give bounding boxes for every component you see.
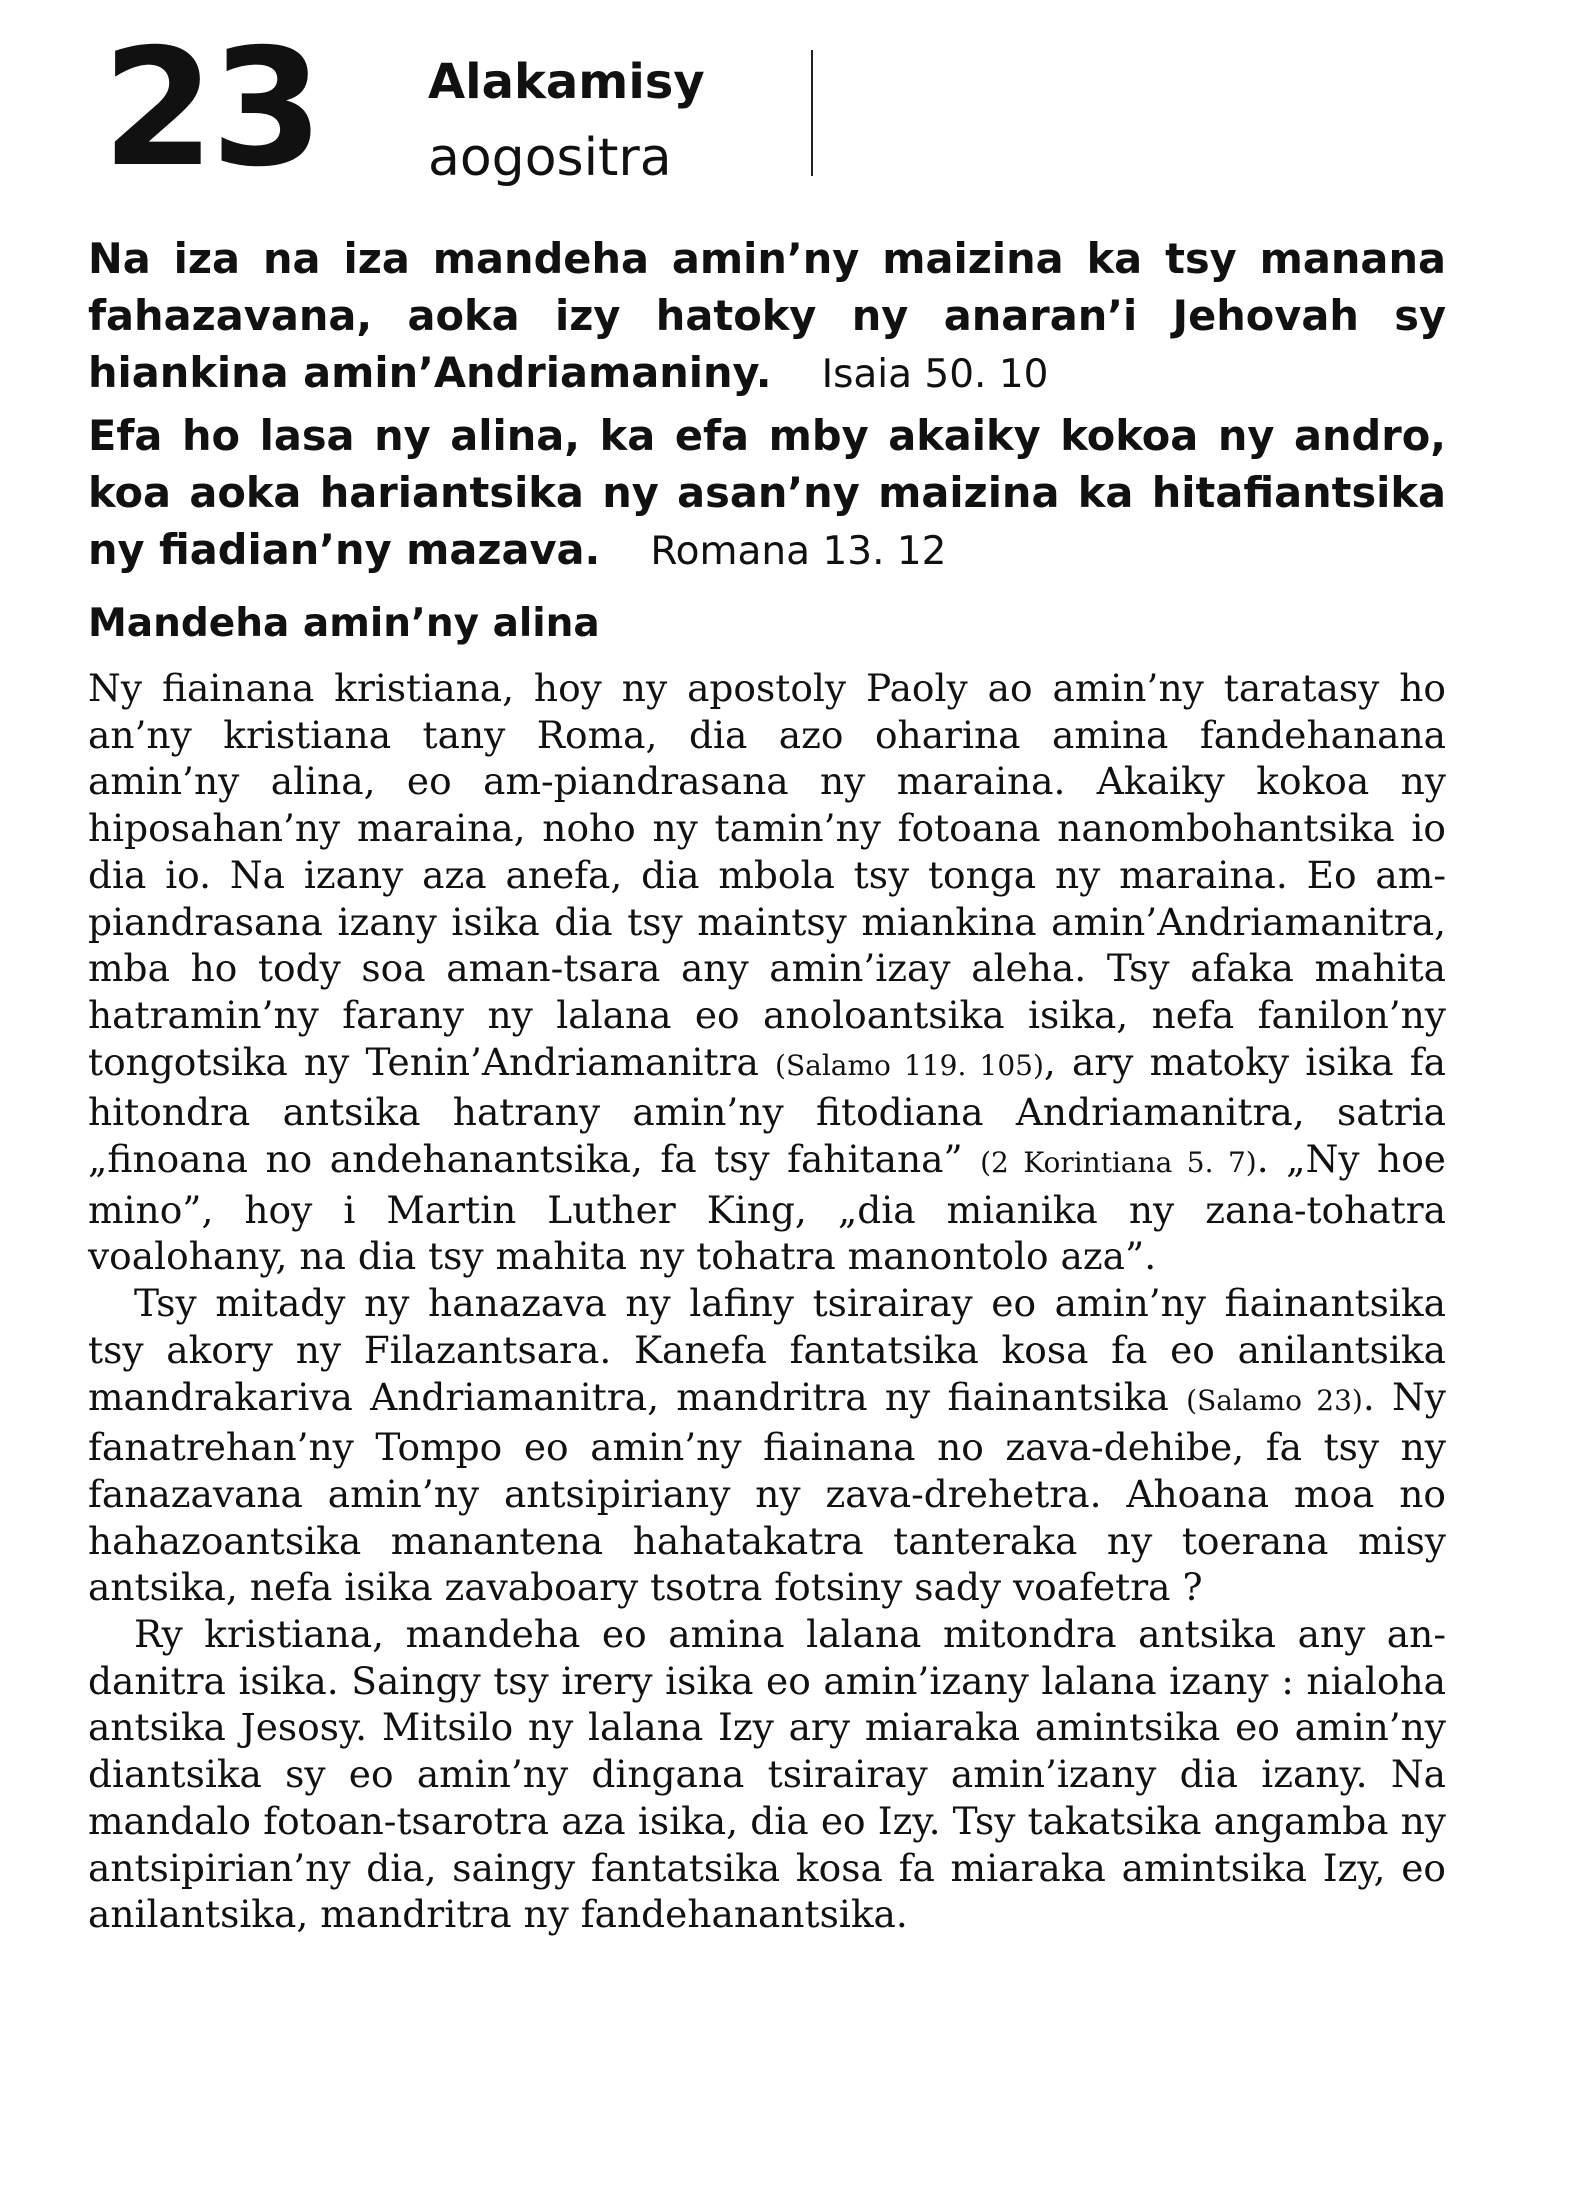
month: aogositra <box>428 128 672 188</box>
devotion-body <box>88 665 1446 1938</box>
weekday: Alakamisy <box>428 54 705 110</box>
verse-reference: Isaia 50. 10 <box>821 352 1049 397</box>
paragraph-text: . „Ny hoe mino”, hoy i Martin Luther King, „dia mianika ny zana-tohatra voalohany, na dia tsy mahita ny tohatra manontolo aza”. <box>88 1137 1446 1279</box>
paragraph-text: , ary matoky isika fa hitondra antsika hatrany amin’ny fitodiana Andriamanitra, satria „finoana no andehanantsika, fa tsy fahitana” <box>88 1039 1446 1182</box>
devotion-paragraph <box>88 665 1446 1280</box>
verse-text: Efa ho lasa ny alina, ka efa mby akaiky kokoa ny andro, koa aoka hariantsika ny asan’ny maizina ka hitafiantsika ny fiadian’ny mazava. <box>88 411 1446 574</box>
verse-reference: Romana 13. 12 <box>650 529 947 574</box>
scripture-citation: (Salamo 23) <box>1186 1383 1363 1417</box>
verse-text: Na iza na iza mandeha amin’ny maizina ka tsy manana fahazavana, aoka izy hatoky ny anaran’i Jehovah sy hiankina amin’Andriamaniny. <box>88 234 1446 397</box>
paragraph-text: Tsy mitady ny hanazava ny lafiny tsirairay eo amin’ny fiainantsika tsy akory ny Filazantsara. Kanefa fantatsika kosa fa eo anilantsika mandrakariva Andriamanitra, mandritra ny fiainantsika <box>88 1281 1446 1419</box>
devotion-paragraph <box>88 1280 1446 1611</box>
devotion-paragraph <box>88 1611 1446 1938</box>
verse-old-testament <box>88 230 1446 403</box>
verse-new-testament <box>88 407 1446 580</box>
devotion-title: Mandeha amin’ny alina <box>88 601 600 646</box>
scripture-citation: (2 Korintiana 5. 7) <box>980 1146 1257 1180</box>
header-divider <box>811 50 813 176</box>
paragraph-text: Ry kristiana, mandeha eo amina lalana mitondra antsika any an-danitra isika. Saingy tsy irery isika eo amin’izany lalana izany : nialoha antsika Jesosy. Mitsilo ny lalana Izy ary miaraka amintsika eo amin’ny diantsika sy eo amin’ny dingana tsirairay amin’izany dia izany. Na mandalo fotoan-tsarotra aza isika, dia eo Izy. Tsy takatsika angamba ny antsipirian’ny dia, saingy fantatsika kosa fa miaraka amintsika Izy, eo anilantsika, mandritra ny fandehanantsika. <box>88 1612 1446 1937</box>
paragraph-text: . Ny fanatrehan’ny Tompo eo amin’ny fiainana no zava-dehibe, fa tsy ny fanazavana amin’ny antsipiriany ny zava-drehetra. Ahoana moa no hahazoantsika manantena hahatakatra tanteraka ny toerana misy antsika, nefa isika zavaboary tsotra fotsiny sady voafetra ? <box>88 1374 1446 1610</box>
scripture-citation: (Salamo 119. 105) <box>775 1048 1044 1082</box>
day-number: 23 <box>102 15 320 203</box>
paragraph-text: Ny fiainana kristiana, hoy ny apostoly Paoly ao amin’ny taratasy ho an’ny kristiana tany Roma, dia azo oharina amina fandehanana amin’ny alina, eo am-piandrasana ny maraina. Akaiky kokoa ny hiposahan’ny maraina, noho ny tamin’ny fotoana nanombohantsika io dia io. Na izany aza anefa, dia mbola tsy tonga ny maraina. Eo am-piandrasana izany isika dia tsy maintsy miankina amin’Andriamanitra, mba ho tody soa aman-tsara any amin’izay aleha. Tsy afaka mahita hatramin’ny farany ny lalana eo anoloantsika isika, nefa fanilon’ny tongotsika ny Tenin’Andriamanitra <box>88 666 1446 1084</box>
